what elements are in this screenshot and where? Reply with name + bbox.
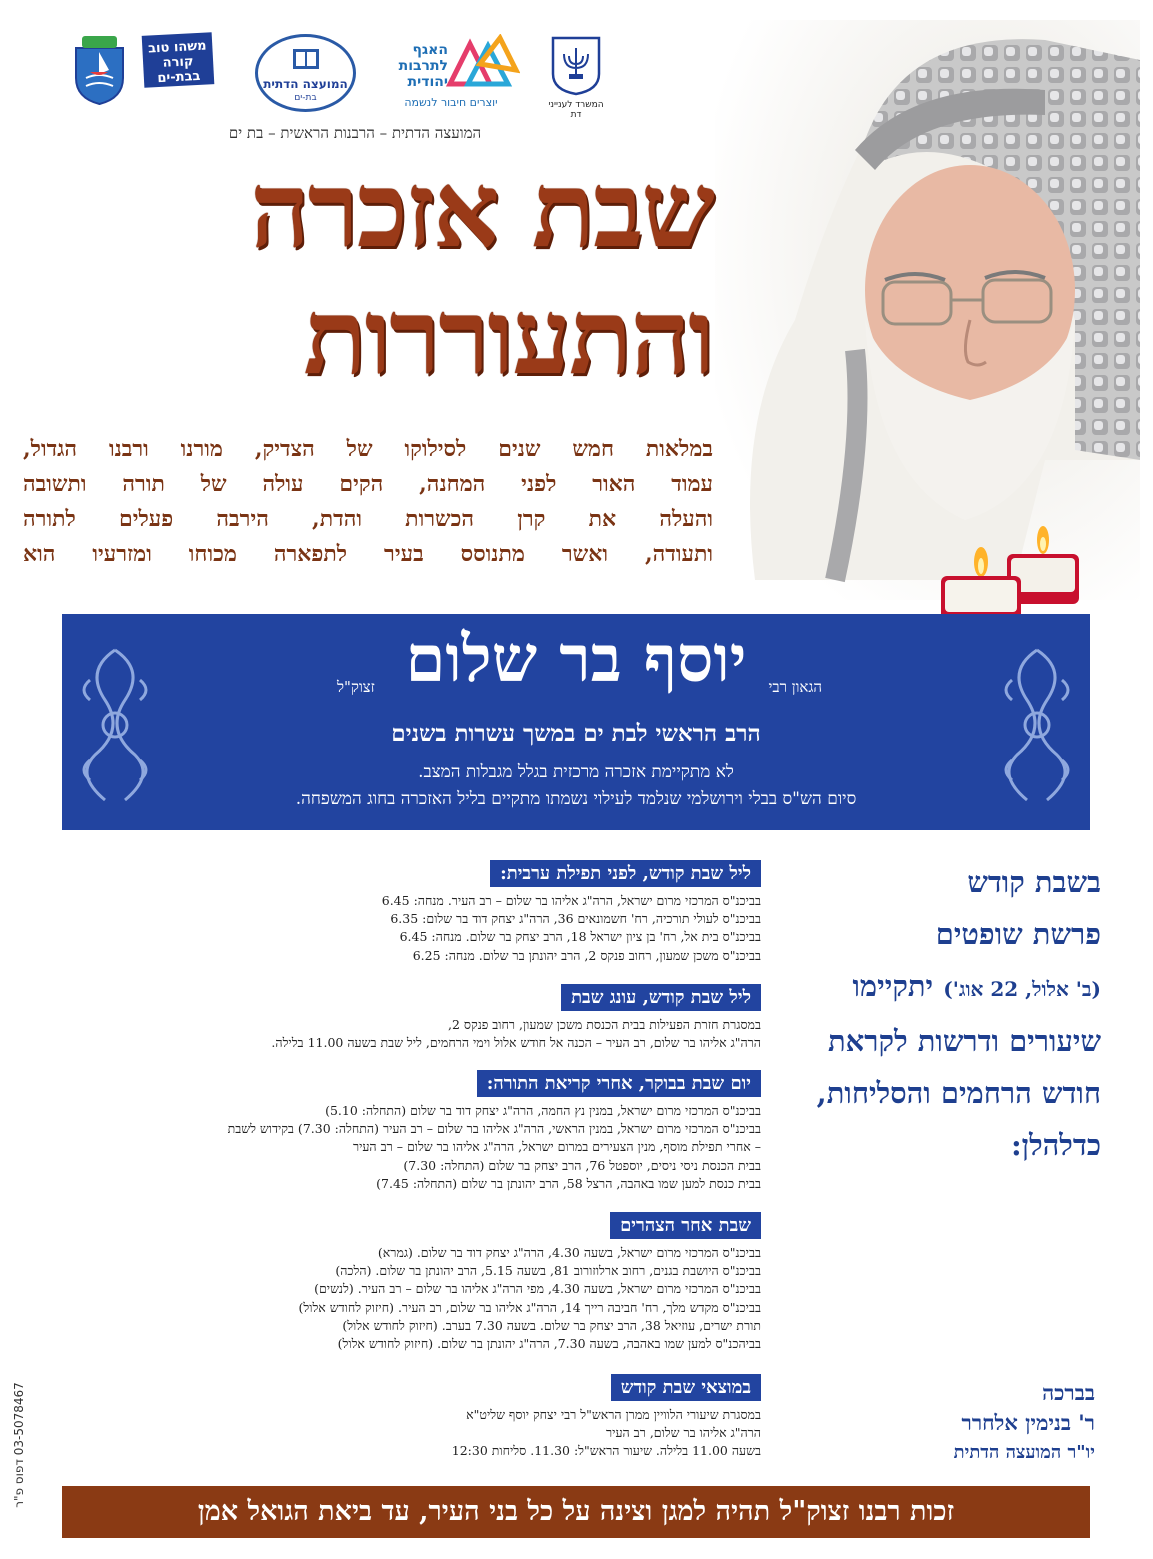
schedule-line: בשעה 11.00 בלילה. שיעור הראש"ל: 11.30. סליחות 12:30 bbox=[451, 1443, 761, 1459]
council-caption: בת-ים bbox=[294, 93, 317, 103]
motza-tov-logo bbox=[142, 32, 215, 88]
religious-council-logo bbox=[255, 34, 356, 112]
motza-tov-text: משהו טוב קורה בבת-ים bbox=[147, 38, 207, 87]
schedule-section-lines bbox=[1, 1102, 761, 1193]
schedule-section-lines bbox=[1, 892, 761, 965]
schedule-line: בביכנ"ס המרכזי מרום ישראל, במנין הראשי, הרה"ג אליהו בר שלום – רב העיר (התחלה: 7.30) בקידוש לשבת bbox=[227, 1121, 761, 1137]
rabbi-role: הרב הראשי לבת ים במשך עשרות בשנים bbox=[391, 720, 761, 747]
schedule-line: בביכנ"ס המרכזי מרום ישראל, בשעה 4.30, הרה"ג יצחק דוד בר שלום. (גמרא) bbox=[377, 1245, 761, 1260]
announcement-date: (ב' אלול, 22 אוג') bbox=[943, 977, 1101, 1001]
notice-line: לא מתקיימת אזכרה מרכזית בגלל מגבלות המצב. bbox=[418, 762, 734, 782]
intro-paragraph bbox=[23, 432, 713, 572]
city-shield-icon bbox=[72, 34, 127, 106]
book-icon bbox=[290, 43, 322, 75]
schedule-line: תורת ישרים, עוזיאל 38, הרב יצחק בר שלום. בשעה 7.30 בערב. (חיזוק לחודש אלול) bbox=[342, 1317, 761, 1333]
announcement-line: כדלהלן: bbox=[1010, 1128, 1101, 1162]
announcement-line: בשבת קודש bbox=[967, 865, 1101, 899]
schedule-section-header: ליל שבת קודש, עונג שבת bbox=[561, 984, 761, 1011]
schedule-line: בביכנ"ס המרכזי מרום ישראל, במנין נץ החמה, הרה"ג יצחק דוד בר שלום (התחלה: 5.10) bbox=[325, 1103, 761, 1118]
schedule-section-header: במוצאי שבת קודש bbox=[611, 1374, 761, 1401]
schedule-line: הרה"ג אליהו בר שלום, רב העיר bbox=[606, 1425, 761, 1441]
rabbi-suffix: זצוק"ל bbox=[337, 678, 375, 696]
jewish-culture-logo bbox=[382, 34, 522, 114]
jewish-culture-title: האגף לתרבות יהודית bbox=[398, 42, 448, 90]
schedule-line: במסגרת חזרת הפעילות בבית הכנסת משכן שמעון, רחוב פנקס 2, bbox=[447, 1017, 761, 1032]
announcement-line: יתקיימו bbox=[852, 969, 934, 1003]
menorah-emblem-icon bbox=[545, 34, 607, 96]
jewish-culture-caption: יוצרים חיבור לנשמה bbox=[404, 96, 498, 109]
ministry-caption: המשרד לענייני דת bbox=[548, 100, 604, 120]
schedule-section-lines bbox=[1, 1244, 761, 1353]
schedule-line: – אחרי תפילת מוסף, מנין הצעירים במרום ישראל, הרה"ג אליהו בר שלום – רב העיר bbox=[352, 1139, 761, 1155]
rabbi-banner bbox=[62, 614, 1090, 830]
schedule-line: בביכנ"ס המרכזי מרום ישראל, בשעה 4.30, מפי הרה"ג אליהו בר שלום – רב העיר. (לנשים) bbox=[314, 1281, 761, 1297]
schedule-line: בביכנ"ס לעולי תורכיה, רח' חשמונאים 36, הרה"ג יצחק דוד בר שלום: 6.35 bbox=[390, 911, 761, 927]
schedule-line: הרה"ג אליהו בר שלום, רב העיר – הכנה אל חודש אלול וימי הרחמים, ליל שבת בשעה 11.00 בלילה. bbox=[271, 1035, 761, 1051]
schedule-line: בביכנ"ס בית אל, רח' בן ציון ישראל 18, הרב יצחק בר שלום. מנחה: 6.45 bbox=[399, 929, 761, 945]
schedule-section-lines bbox=[1, 1406, 761, 1461]
signer-name: ר' בנימין אלחרר bbox=[961, 1410, 1095, 1435]
announcement-line: פרשת שופטים bbox=[935, 917, 1101, 951]
ministry-logo bbox=[545, 34, 607, 120]
schedule-line: בביכנ"ס משכן שמעון, רחוב פנקס 2, הרב יהונתן בר שלום. מנחה: 6.25 bbox=[412, 947, 761, 963]
intro-line: עמוד האור לפני המחנה, הקים עולה של תורה ותשובה bbox=[23, 471, 713, 497]
organizers-line: המועצה הדתית – הרבנות הראשית – בת ים bbox=[228, 124, 482, 142]
schedule-section-header: שבת אחר הצהרים bbox=[610, 1212, 761, 1239]
main-title-line1: שבת אזכרה bbox=[250, 148, 713, 271]
triangles-icon bbox=[440, 34, 520, 94]
schedule-line: בביהכנ"ס למען שמו באהבה, בשעה 7.30, הרה"ג יהונתן בר שלום. (חיזוק לחודש אלול) bbox=[337, 1336, 761, 1352]
schedule-section-lines bbox=[1, 1016, 761, 1052]
schedule-line: בבית כנסת למען שמו באהבה, הרצל 58, הרב יהונתן בר שלום (התחלה: 7.45) bbox=[376, 1175, 761, 1191]
rabbi-photo-image bbox=[715, 20, 1140, 600]
announcement-line: שיעורים ודרשות לקראת bbox=[828, 1024, 1101, 1058]
bat-yam-emblem bbox=[72, 34, 127, 106]
footer-bar: זכות רבנו זצוק"ל תהיה למגן וצינה על כל בני העיר, עד ביאת הגואל אמן bbox=[62, 1486, 1090, 1538]
schedule-line: בביכנ"ס מקדש מלך, רח' חביבה רייך 14, הרה"ג אליהו בר שלום, רב העיר. (חיזוק לחודש אלול) bbox=[298, 1299, 761, 1315]
schedule-section-header: יום שבת בבוקר, אחרי קריאת התורה: bbox=[477, 1070, 761, 1097]
intro-line: והעלה את קרן הכשרות והדת, הירבה פעלים לתורה bbox=[23, 506, 713, 532]
schedule-section-header: ליל שבת קודש, לפני תפילת ערבית: bbox=[490, 860, 761, 887]
rabbi-name: יוסף בר שלום bbox=[405, 622, 747, 697]
schedule-line: בבית הכנסת ניסי ניסים, יוספטל 76, הרב יצחק בר שלום (התחלה: 7.30) bbox=[403, 1157, 761, 1173]
main-title-line2: והתעוררות bbox=[303, 275, 713, 398]
notice-line: סיום הש"ס בבלי וירושלמי שנלמד לעילוי נשמתו מתקיים בליל האזכרה בחוג המשפחה. bbox=[295, 789, 857, 809]
rabbi-portrait bbox=[715, 20, 1140, 600]
shabbat-announcement bbox=[766, 856, 1101, 1171]
announcement-line: חודש הרחמים והסליחות, bbox=[816, 1076, 1101, 1110]
intro-line: במלאות חמש שנים לסילוקו של הצדיק, מורנו ורבנו הגדול, bbox=[23, 436, 713, 462]
blessing-line: בברכה bbox=[1042, 1380, 1095, 1405]
schedule-line: במסגרת שיעורי הלוויין ממרן הראש"ל רבי יצחק יוסף שליט"א bbox=[466, 1407, 761, 1422]
schedule-line: בביכנ"ס היושבת בגנים, רחוב ארלוזורוב 81, בשעה 5.15, הרב יהונתן בר שלום. (הלכה) bbox=[335, 1263, 761, 1279]
council-title: המועצה הדתית bbox=[263, 77, 348, 91]
signature-block bbox=[795, 1380, 1095, 1463]
schedule-line: בביכנ"ס המרכזי מרום ישראל, הרה"ג אליהו בר שלום – רב העיר. מנחה: 6.45 bbox=[381, 893, 761, 908]
rabbi-prefix: הגאון רבי bbox=[768, 678, 822, 696]
printer-text: 03-5078467 דפוס פ"ר bbox=[12, 1382, 26, 1508]
intro-line: ותעודה, ואשר מתנוסס בעיר לתפארה מכוחו ומזרעיו הוא bbox=[23, 541, 713, 567]
printer-credit bbox=[4, 1360, 34, 1530]
signer-title: יו"ר המועצה הדתית bbox=[953, 1442, 1095, 1463]
